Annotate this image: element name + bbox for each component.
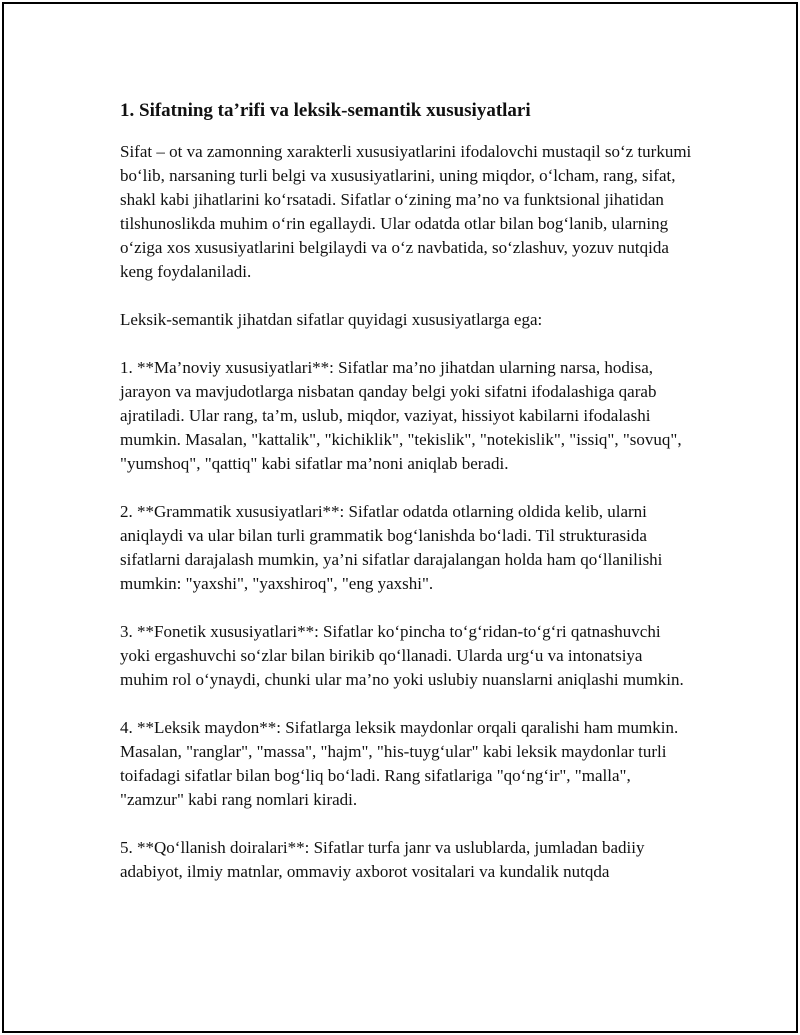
page-frame — [2, 2, 798, 1033]
paragraph-intro: Leksik-semantik jihatdan sifatlar quyidagi xususiyatlarga ega: — [120, 310, 543, 329]
document-body — [120, 98, 692, 908]
paragraph-item-3: 3. **Fonetik xususiyatlari**: Sifatlar ko‘pincha to‘g‘ridan-to‘g‘ri qatnashuvchi yoki ergashuvchi so‘zlar bilan birikib qo‘llanadi. Ularda urg‘u va intonatsiya muhim rol o‘ynaydi, chunki ular ma’no yoki uslubiy nuanslarni aniqlashi mumkin. — [120, 622, 684, 689]
section-heading: 1. Sifatning ta’rifi va leksik-semantik xususiyatlari — [120, 100, 531, 121]
paragraph-item-4: 4. **Leksik maydon**: Sifatlarga leksik maydonlar orqali qaralishi ham mumkin. Masalan, "ranglar", "massa", "hajm", "his-tuyg‘ular" kabi leksik maydonlar turli toifadagi sifatlar bilan bog‘liq bo‘ladi. Rang sifatlariga "qo‘ng‘ir", "malla", "zamzur" kabi rang nomlari kiradi. — [120, 718, 679, 809]
paragraph-item-5: 5. **Qo‘llanish doiralari**: Sifatlar turfa janr va uslublarda, jumladan badiiy adabiyot, ilmiy matnlar, ommaviy axborot vositalari va kundalik nutqda — [120, 838, 645, 881]
paragraph-definition: Sifat – ot va zamonning xarakterli xususiyatlarini ifodalovchi mustaqil so‘z turkumi bo‘lib, narsaning turli belgi va xususiyatlarini, uning miqdor, o‘lcham, rang, sifat, shakl kabi jihatlarini ko‘rsatadi. Sifatlar o‘zining ma’no va funktsional jihatidan tilshunoslikda muhim o‘rin egallaydi. Ular odatda otlar bilan bog‘lanib, ularning o‘ziga xos xususiyatlarini belgilaydi va o‘z navbatida, so‘zlashuv, yozuv nutqida keng foydalaniladi. — [120, 142, 692, 281]
paragraph-item-2: 2. **Grammatik xususiyatlari**: Sifatlar odatda otlarning oldida kelib, ularni aniqlaydi va ular bilan turli grammatik bog‘lanishda bo‘ladi. Til strukturasida sifatlarni darajalash mumkin, ya’ni sifatlar darajalangan holda ham qo‘llanilishi mumkin: "yaxshi", "yaxshiroq", "eng yaxshi". — [120, 502, 663, 593]
paragraph-item-1: 1. **Ma’noviy xususiyatlari**: Sifatlar ma’no jihatdan ularning narsa, hodisa, jarayon va mavjudotlarga nisbatan qanday belgi yoki sifatni ifodalashiga qarab ajratiladi. Ular rang, ta’m, uslub, miqdor, vaziyat, hissiyot kabilarni ifodalashi mumkin. Masalan, "kattalik", "kichiklik", "tekislik", "notekislik", "issiq", "sovuq", "yumshoq", "qattiq" kabi sifatlar ma’noni aniqlab beradi. — [120, 358, 682, 473]
